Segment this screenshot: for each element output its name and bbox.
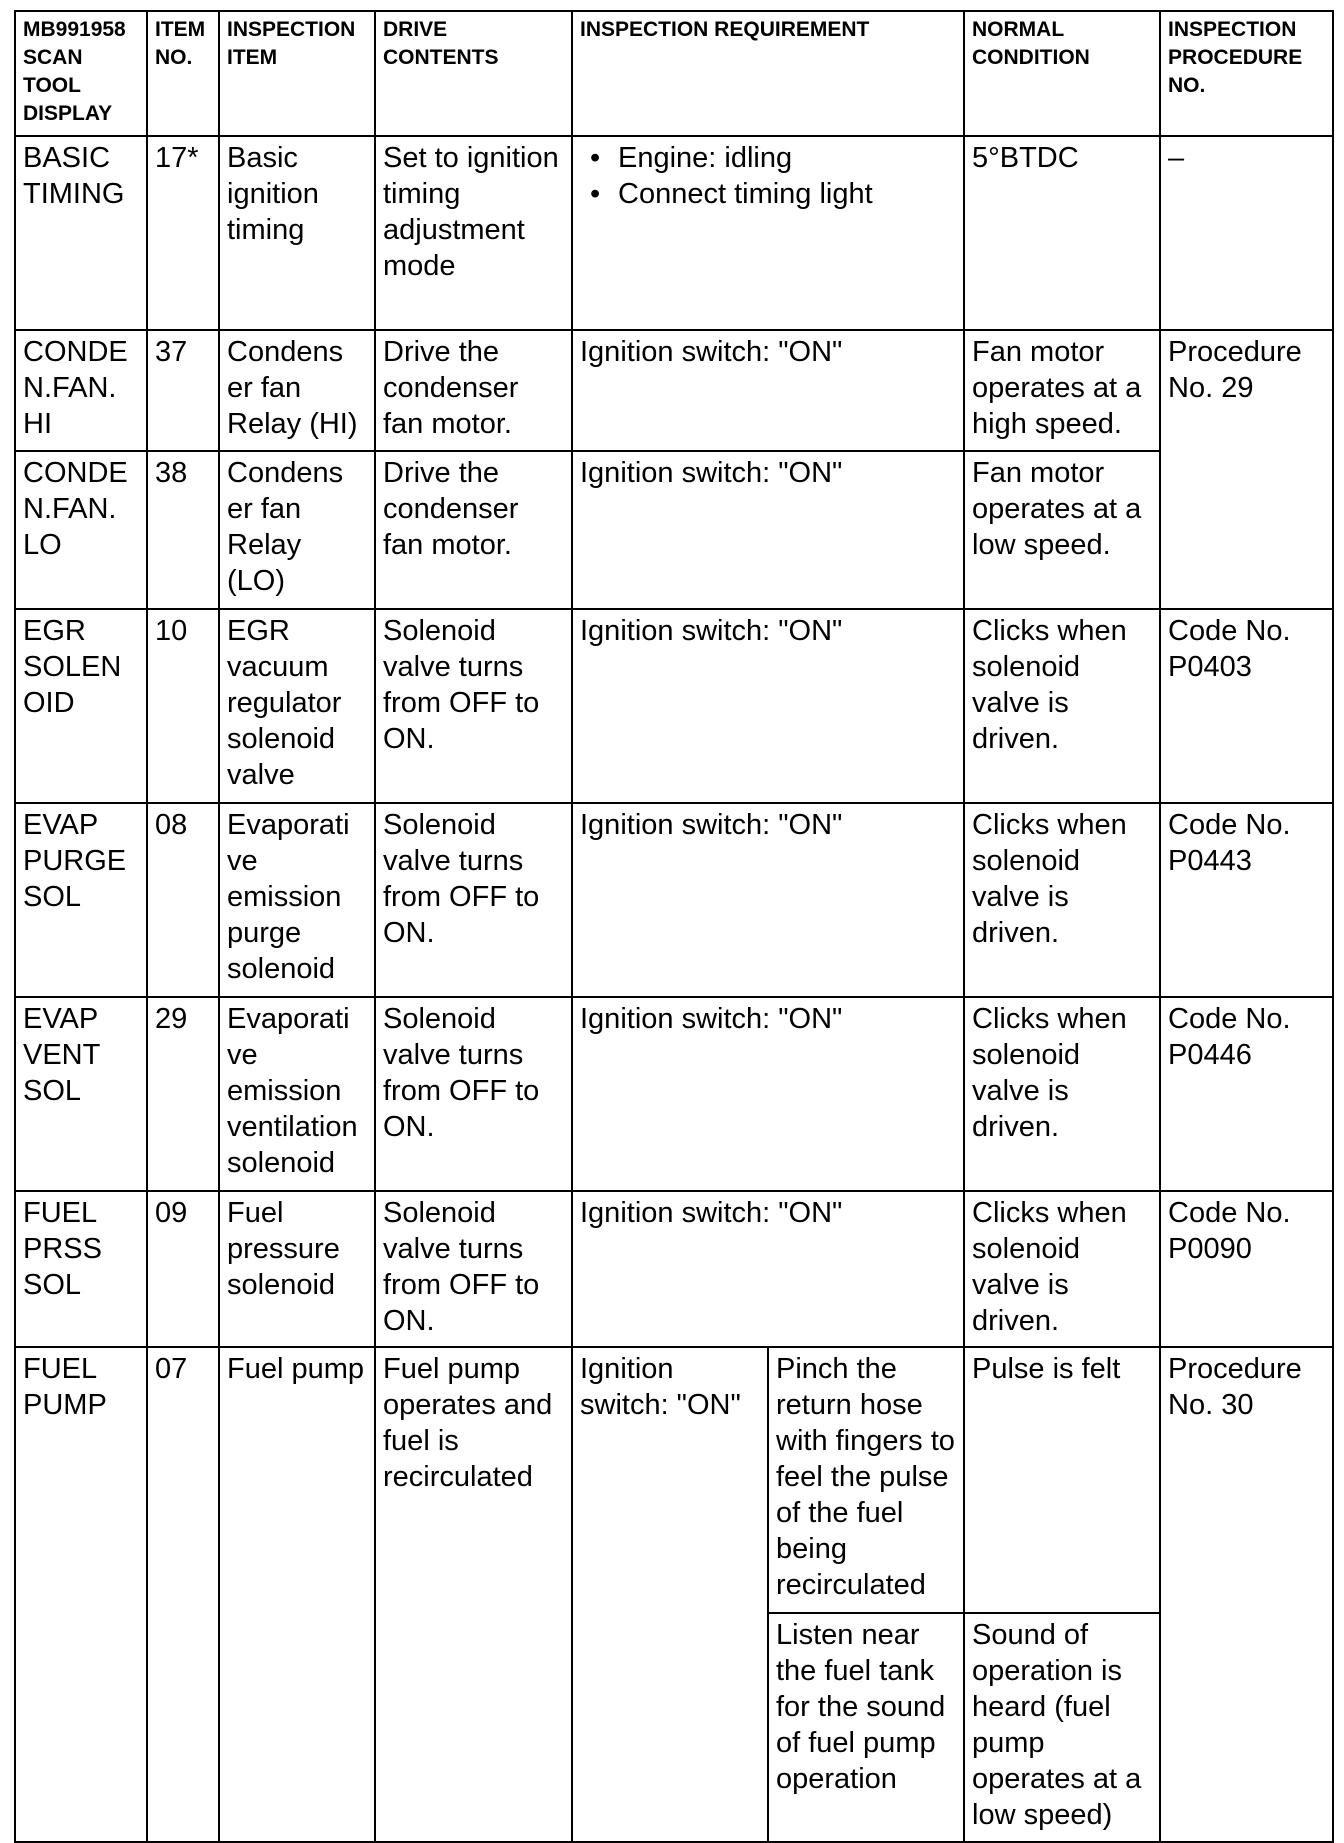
cell-inspection-item: Basic ignition timing xyxy=(219,136,375,330)
cell-requirement: Ignition switch: "ON" xyxy=(572,997,964,1191)
cell-check-method: Listen near the fuel tank for the sound of fuel pump operation xyxy=(768,1613,964,1842)
list-item: • Connect timing light xyxy=(580,176,956,212)
header-row xyxy=(15,11,1333,136)
cell-display: CONDE N.FAN. LO xyxy=(15,451,147,609)
cell-inspection-item: Fuel pressure solenoid xyxy=(219,1191,375,1347)
cell-drive-contents: Solenoid valve turns from OFF to ON. xyxy=(375,1191,572,1347)
header-inspection-requirement: INSPECTION REQUIREMENT xyxy=(572,11,964,136)
cell-procedure: Code No. P0446 xyxy=(1160,997,1333,1191)
cell-drive-contents: Solenoid valve turns from OFF to ON. xyxy=(375,609,572,803)
cell-requirement: Ignition switch: "ON" xyxy=(572,803,964,997)
cell-requirement: Ignition switch: "ON" xyxy=(572,330,964,451)
cell-display: EVAP PURGE SOL xyxy=(15,803,147,997)
table-row xyxy=(15,330,1333,451)
cell-inspection-item: Evaporati ve emission ventilation solenoid xyxy=(219,997,375,1191)
cell-item-no: 08 xyxy=(147,803,219,997)
cell-drive-contents: Solenoid valve turns from OFF to ON. xyxy=(375,803,572,997)
cell-check-method: Pinch the return hose with fingers to feel the pulse of the fuel being recirculated xyxy=(768,1347,964,1613)
actuator-test-table xyxy=(14,10,1334,1843)
header-drive-contents: DRIVE CONTENTS xyxy=(375,11,572,136)
table-row xyxy=(15,451,1333,609)
cell-inspection-item: Fuel pump xyxy=(219,1347,375,1842)
cell-display: FUEL PUMP xyxy=(15,1347,147,1842)
table-row xyxy=(15,136,1333,330)
table-row xyxy=(15,609,1333,803)
cell-item-no: 29 xyxy=(147,997,219,1191)
cell-procedure: Procedure No. 29 xyxy=(1160,330,1333,609)
cell-normal-condition: Pulse is felt xyxy=(964,1347,1160,1613)
cell-procedure: Code No. P0403 xyxy=(1160,609,1333,803)
cell-requirement: Ignition switch: "ON" xyxy=(572,609,964,803)
cell-normal-condition: Fan motor operates at a low speed. xyxy=(964,451,1160,609)
cell-item-no: 07 xyxy=(147,1347,219,1842)
cell-requirement: Ignition switch: "ON" xyxy=(572,1191,964,1347)
cell-inspection-item: Evaporati ve emission purge solenoid xyxy=(219,803,375,997)
cell-requirement: Ignition switch: "ON" xyxy=(572,1347,768,1842)
header-inspection-procedure-no: INSPECTION PROCEDURE NO. xyxy=(1160,11,1333,136)
cell-drive-contents: Set to ignition timing adjustment mode xyxy=(375,136,572,330)
header-normal-condition: NORMAL CONDITION xyxy=(964,11,1160,136)
cell-requirement: Ignition switch: "ON" xyxy=(572,451,964,609)
cell-requirement xyxy=(572,136,964,330)
table-row xyxy=(15,997,1333,1191)
table-row xyxy=(15,803,1333,997)
cell-display: CONDE N.FAN. HI xyxy=(15,330,147,451)
cell-item-no: 37 xyxy=(147,330,219,451)
cell-normal-condition: Sound of operation is heard (fuel pump operates at a low speed) xyxy=(964,1613,1160,1842)
cell-drive-contents: Fuel pump operates and fuel is recirculated xyxy=(375,1347,572,1842)
cell-display: EVAP VENT SOL xyxy=(15,997,147,1191)
cell-inspection-item: Condens er fan Relay (LO) xyxy=(219,451,375,609)
cell-normal-condition: Clicks when solenoid valve is driven. xyxy=(964,1191,1160,1347)
cell-drive-contents: Drive the condenser fan motor. xyxy=(375,330,572,451)
cell-item-no: 10 xyxy=(147,609,219,803)
header-scan-tool-display: MB991958 SCAN TOOL DISPLAY xyxy=(15,11,147,136)
list-item: • Engine: idling xyxy=(580,140,956,176)
requirement-bullet-list xyxy=(580,140,956,212)
cell-display: FUEL PRSS SOL xyxy=(15,1191,147,1347)
cell-inspection-item: EGR vacuum regulator solenoid valve xyxy=(219,609,375,803)
cell-drive-contents: Drive the condenser fan motor. xyxy=(375,451,572,609)
cell-display: EGR SOLEN OID xyxy=(15,609,147,803)
cell-normal-condition: Fan motor operates at a high speed. xyxy=(964,330,1160,451)
cell-normal-condition: Clicks when solenoid valve is driven. xyxy=(964,803,1160,997)
cell-procedure: – xyxy=(1160,136,1333,330)
cell-display: BASIC TIMING xyxy=(15,136,147,330)
cell-item-no: 17* xyxy=(147,136,219,330)
cell-item-no: 09 xyxy=(147,1191,219,1347)
table-row xyxy=(15,1347,1333,1613)
cell-procedure: Code No. P0443 xyxy=(1160,803,1333,997)
cell-normal-condition: Clicks when solenoid valve is driven. xyxy=(964,609,1160,803)
cell-item-no: 38 xyxy=(147,451,219,609)
cell-normal-condition: 5°BTDC xyxy=(964,136,1160,330)
cell-drive-contents: Solenoid valve turns from OFF to ON. xyxy=(375,997,572,1191)
cell-procedure: Procedure No. 30 xyxy=(1160,1347,1333,1842)
cell-normal-condition: Clicks when solenoid valve is driven. xyxy=(964,997,1160,1191)
header-item-no: ITEM NO. xyxy=(147,11,219,136)
table-row xyxy=(15,1191,1333,1347)
header-inspection-item: INSPECTION ITEM xyxy=(219,11,375,136)
cell-procedure: Code No. P0090 xyxy=(1160,1191,1333,1347)
cell-inspection-item: Condens er fan Relay (HI) xyxy=(219,330,375,451)
